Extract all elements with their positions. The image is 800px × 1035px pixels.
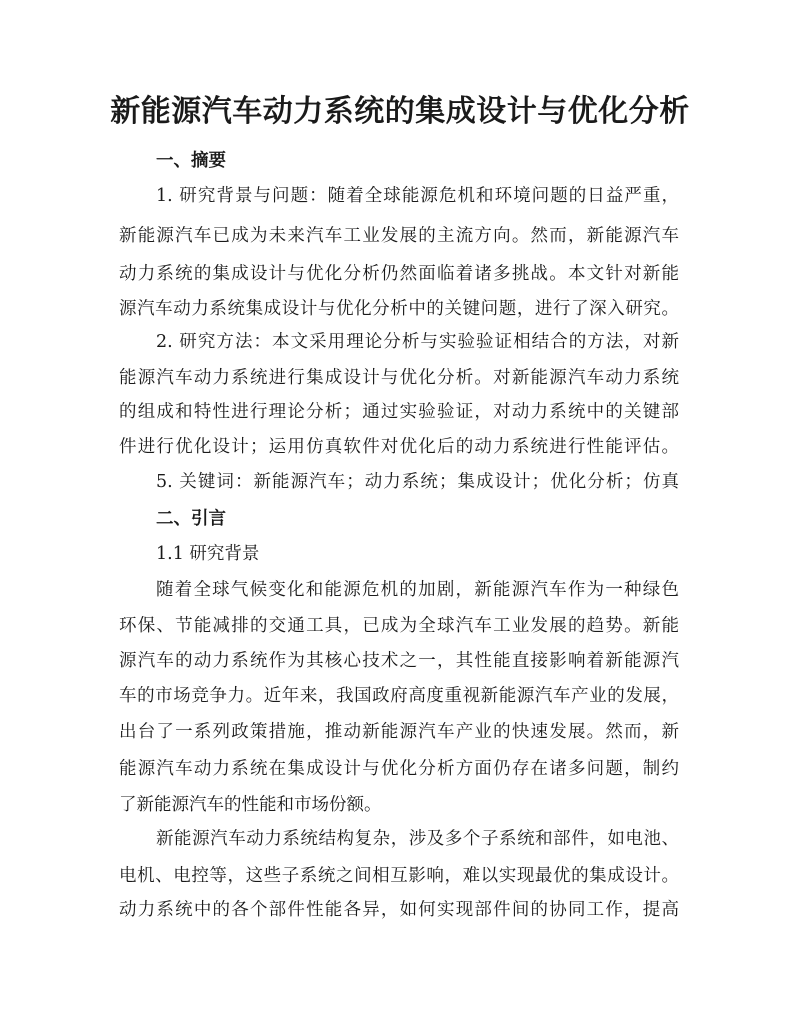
paragraph-line: 随着全球气候变化和能源危机的加剧，新能源汽车作为一种绿色 xyxy=(156,580,679,600)
paragraph-line: 件进行优化设计；运用仿真软件对优化后的动力系统进行性能评估。 xyxy=(119,437,679,457)
paragraph-line: 源汽车动力系统集成设计与优化分析中的关键问题，进行了深入研究。 xyxy=(119,299,679,319)
paragraph-line: 能源汽车动力系统进行集成设计与优化分析。对新能源汽车动力系统 xyxy=(119,368,679,388)
paragraph-line: 源汽车的动力系统作为其核心技术之一，其性能直接影响着新能源汽 xyxy=(119,651,679,671)
paragraph-line: 能源汽车动力系统在集成设计与优化分析方面仍存在诸多问题，制约 xyxy=(119,759,679,779)
paragraph-line: 了新能源汽车的性能和市场份额。 xyxy=(119,795,382,815)
paragraph-line: 的组成和特性进行理论分析；通过实验验证，对动力系统中的关键部 xyxy=(119,402,679,422)
section-subheading: 1.1 研究背景 xyxy=(156,544,260,564)
paragraph-line: 车的市场竞争力。近年来，我国政府高度重视新能源汽车产业的发展， xyxy=(119,686,679,706)
paragraph-line: 新能源汽车动力系统结构复杂，涉及多个子系统和部件，如电池、 xyxy=(156,829,679,849)
paragraph-line: 环保、节能减排的交通工具，已成为全球汽车工业发展的趋势。新能 xyxy=(119,616,679,636)
paragraph-line: 新能源汽车已成为未来汽车工业发展的主流方向。然而，新能源汽车 xyxy=(119,226,679,246)
intro-heading: 二、引言 xyxy=(156,509,226,529)
abstract-heading: 一、摘要 xyxy=(156,151,226,171)
paragraph-line: 出台了一系列政策措施，推动新能源汽车产业的快速发展。然而，新 xyxy=(119,722,679,742)
paragraph-line: 2. 研究方法：本文采用理论分析与实验验证相结合的方法，对新 xyxy=(156,332,679,352)
keywords-line: 5. 关键词：新能源汽车；动力系统；集成设计；优化分析；仿真 xyxy=(156,472,679,492)
document-title: 新能源汽车动力系统的集成设计与优化分析 xyxy=(110,94,690,129)
paragraph-line: 动力系统中的各个部件性能各异，如何实现部件间的协同工作，提高 xyxy=(119,900,679,920)
paragraph-line: 电机、电控等，这些子系统之间相互影响，难以实现最优的集成设计。 xyxy=(119,866,679,886)
paragraph-line: 动力系统的集成设计与优化分析仍然面临着诸多挑战。本文针对新能 xyxy=(119,264,679,284)
paragraph-line: 1. 研究背景与问题：随着全球能源危机和环境问题的日益严重， xyxy=(156,186,679,206)
